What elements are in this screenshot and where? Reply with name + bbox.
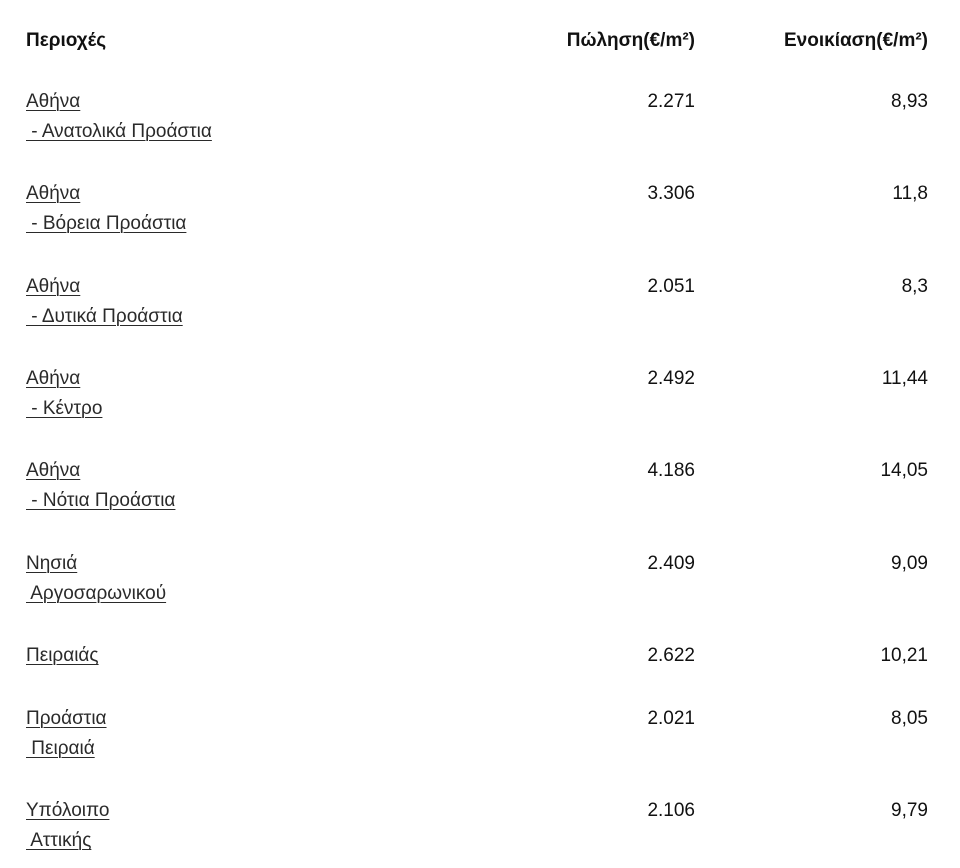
rent-price-cell: 9,79 bbox=[891, 800, 928, 821]
table-header bbox=[26, 0, 928, 82]
sale-price-cell: 3.306 bbox=[647, 183, 695, 204]
table-row bbox=[26, 456, 928, 516]
sale-price-cell: 4.186 bbox=[647, 460, 695, 481]
region-link[interactable]: Αθήνα - Δυτικά Προάστια bbox=[26, 276, 183, 327]
sale-price-cell: 2.051 bbox=[647, 276, 695, 297]
region-link[interactable]: Υπόλοιπο Αττικής bbox=[26, 800, 110, 851]
column-header-rent: Ενοικίαση(€/m²) bbox=[783, 30, 928, 51]
region-link[interactable]: Αθήνα - Νότια Προάστια bbox=[26, 460, 176, 511]
region-link[interactable]: Νησιά Αργοσαρωνικού bbox=[26, 553, 167, 604]
rent-price-cell: 9,09 bbox=[891, 553, 928, 574]
region-cell bbox=[26, 641, 99, 671]
rent-price-cell: 10,21 bbox=[880, 645, 928, 666]
table-row bbox=[26, 704, 928, 764]
table-row bbox=[26, 272, 928, 332]
table-row bbox=[26, 87, 928, 147]
column-header-sale: Πώληση(€/m²) bbox=[566, 30, 695, 51]
sale-price-cell: 2.106 bbox=[647, 800, 695, 821]
region-cell bbox=[26, 549, 166, 609]
region-link[interactable]: Αθήνα - Ανατολικά Προάστια bbox=[26, 91, 212, 142]
region-link[interactable]: Πειραιάς bbox=[26, 645, 99, 666]
rent-price-cell: 11,8 bbox=[892, 183, 928, 204]
region-cell bbox=[26, 179, 186, 239]
region-cell bbox=[26, 272, 183, 332]
rent-price-cell: 11,44 bbox=[881, 368, 928, 389]
region-cell bbox=[26, 87, 212, 147]
rent-price-cell: 8,05 bbox=[891, 708, 928, 729]
region-link[interactable]: Αθήνα - Βόρεια Προάστια bbox=[26, 183, 187, 234]
sale-price-cell: 2.492 bbox=[647, 368, 695, 389]
region-cell bbox=[26, 796, 109, 856]
region-link[interactable]: Αθήνα - Κέντρο bbox=[26, 368, 103, 419]
sale-price-cell: 2.271 bbox=[647, 91, 695, 112]
column-header-region: Περιοχές bbox=[26, 30, 107, 51]
price-table bbox=[26, 0, 928, 851]
region-link[interactable]: Προάστια Πειραιά bbox=[26, 708, 107, 759]
table-row bbox=[26, 549, 928, 609]
table-row bbox=[26, 796, 928, 856]
sale-price-cell: 2.021 bbox=[647, 708, 695, 729]
table-row bbox=[26, 641, 928, 671]
region-cell bbox=[26, 704, 107, 764]
table-row bbox=[26, 364, 928, 424]
rent-price-cell: 8,93 bbox=[891, 91, 928, 112]
region-cell bbox=[26, 364, 102, 424]
sale-price-cell: 2.409 bbox=[647, 553, 695, 574]
rent-price-cell: 8,3 bbox=[901, 276, 928, 297]
rent-price-cell: 14,05 bbox=[880, 460, 928, 481]
sale-price-cell: 2.622 bbox=[647, 645, 695, 666]
table-row bbox=[26, 179, 928, 239]
region-cell bbox=[26, 456, 175, 516]
